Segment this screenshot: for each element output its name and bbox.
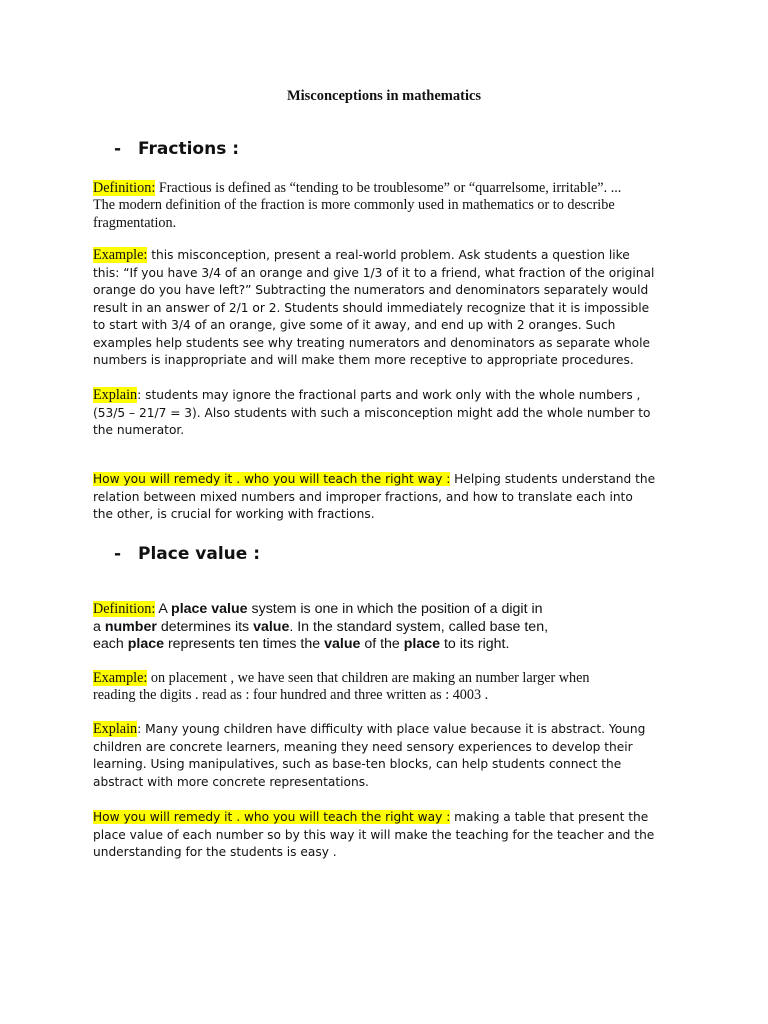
explain-label: Explain bbox=[93, 721, 138, 737]
place-value-remedy: How you will remedy it . who you will teach the right way : making a table that present the place value of each number so by this way it will make the teaching for the teacher and the understanding for the students is easy . bbox=[93, 810, 655, 859]
example-label: Example: bbox=[93, 670, 148, 686]
explain-label: Explain bbox=[93, 387, 138, 403]
document-title: Misconceptions in mathematics bbox=[286, 88, 482, 104]
fractions-remedy: How you will remedy it . who you will teach the right way : Helping students understand the relation between mixed numbers and improper fractions, and how to translate each into the other, is crucial for working with fractions. bbox=[93, 472, 656, 521]
fractions-heading bbox=[114, 139, 239, 159]
definition-label: Definition: bbox=[93, 180, 156, 196]
remedy-label: How you will remedy it . who you will teach the right way : bbox=[93, 810, 451, 824]
fractions-definition: Definition: Fractious is defined as “tending to be troublesome” or “quarrelsome, irritable”. ... The modern definition of the fraction is more commonly used in mathematics or to describe fragmentation. bbox=[93, 180, 622, 231]
heading-text: Place value : bbox=[138, 544, 261, 564]
fractions-example: Example: this misconception, present a real-world problem. Ask students a question like this: “If you have 3/4 of an orange and give 1/3 of it to a friend, what fraction of the original orange do you have left?” Subtracting the numerators and denominators separately would result in an answer of 2/1 or 2. Students should immediately recognize that it is impossible to start with 3/4 of an orange, give some of it away, and end up with 2 oranges. Such examples help students see why treating numerators and denominators as separate whole numbers is inappropriate and will make them more receptive to appropriate procedures. bbox=[93, 247, 655, 367]
place-value-definition: Definition: A place value system is one in which the position of a digit in a number determines its value. In the standard system, called base ten, each place represents ten times the value of the place to its right. bbox=[93, 601, 549, 652]
definition-label: Definition: bbox=[93, 601, 156, 617]
example-label: Example: bbox=[93, 247, 148, 263]
remedy-label: How you will remedy it . who you will teach the right way : bbox=[93, 472, 451, 486]
heading-dash: - bbox=[114, 544, 122, 564]
place-value-explain: Explain: Many young children have difficulty with place value because it is abstract. Young children are concrete learners, meaning they need sensory experiences to develop their learning. Using manipulatives, such as base-ten blocks, can help students connect the abstract with more concrete representations. bbox=[93, 721, 646, 789]
place-value-example: Example: on placement , we have seen that children are making an number larger when reading the digits . read as : four hundred and three written as : 4003 . bbox=[93, 670, 590, 704]
fractions-explain: Explain: students may ignore the fractional parts and work only with the whole numbers , (53/5 – 21/7 = 3). Also students with such a misconception might add the whole number to the numerator. bbox=[93, 387, 651, 437]
heading-text: Fractions : bbox=[138, 139, 240, 159]
place-value-heading bbox=[114, 544, 260, 564]
heading-dash: - bbox=[114, 139, 122, 159]
